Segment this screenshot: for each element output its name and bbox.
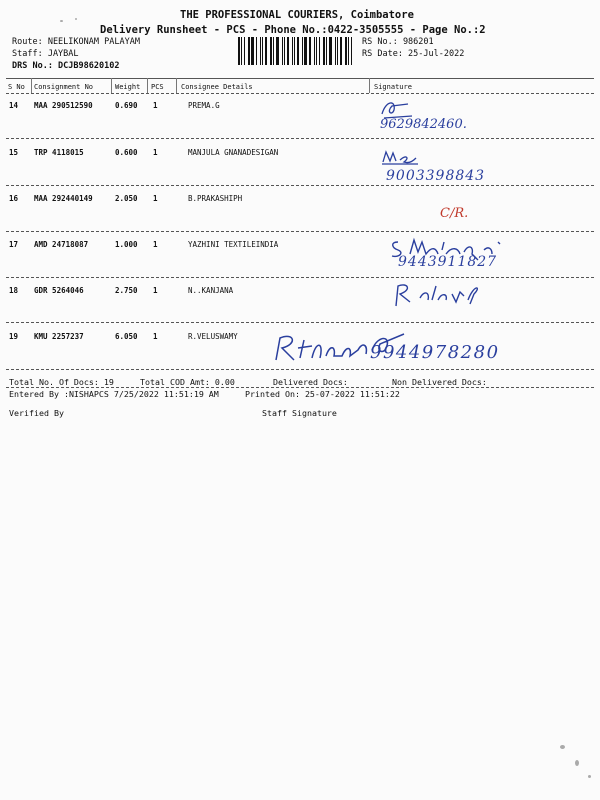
row-pcs: 1 (153, 101, 158, 110)
company-title: THE PROFESSIONAL COURIERS, Coimbatore (180, 9, 414, 21)
row-consignee: YAZHINI TEXTILEINDIA (188, 240, 279, 249)
barcode-bar (335, 37, 336, 65)
barcode-bar (256, 37, 257, 65)
barcode-bar (351, 37, 352, 65)
barcode (238, 37, 356, 65)
row-consignment: AMD 24718087 (34, 240, 89, 249)
drs-number: DRS No.: DCJB98620102 (12, 61, 120, 71)
scan-speck (588, 775, 591, 778)
header-separator (6, 93, 594, 94)
barcode-bar (287, 37, 289, 65)
row-consignee: PREMA.G (188, 101, 220, 110)
row-pcs: 1 (153, 194, 158, 203)
column-header-pcs: PCS (151, 83, 164, 91)
column-header-weight: Weight (115, 83, 141, 91)
staff-label: Staff: JAYBAL (12, 49, 79, 59)
column-divider (147, 78, 148, 93)
footer-separator (6, 387, 594, 388)
row-consignment: GDR 5264046 (34, 286, 84, 295)
row-pcs: 1 (153, 286, 158, 295)
printed-on: Printed On: 25-07-2022 11:51:22 (245, 389, 400, 399)
row-weight: 6.050 (115, 332, 138, 341)
scan-speck (575, 760, 579, 766)
column-divider (176, 78, 177, 93)
row-weight: 0.600 (115, 148, 138, 157)
barcode-bar (323, 37, 325, 65)
row-sno: 18 (9, 286, 19, 295)
handwritten-phone: 9003398843 (386, 168, 486, 184)
barcode-bar (319, 37, 320, 65)
total-docs: Total No. Of Docs: 19 (9, 377, 114, 387)
scan-speck (60, 20, 63, 22)
barcode-bar (284, 37, 285, 65)
row-pcs: 1 (153, 240, 158, 249)
row-sno: 17 (9, 240, 19, 249)
column-divider (111, 78, 112, 93)
scan-speck (560, 745, 565, 749)
row-consignee: B.PRAKASHIPH (188, 194, 243, 203)
barcode-bar (316, 37, 317, 65)
handwritten-phone: 9443911827 (398, 254, 498, 270)
non-delivered-docs: Non Delivered Docs: (392, 377, 487, 387)
barcode-bar (294, 37, 295, 65)
barcode-bar (292, 37, 293, 65)
row-consignment: KMU 2257237 (34, 332, 84, 341)
verified-by-label: Verified By (9, 408, 64, 418)
column-header-consignee: Consignee Details (181, 83, 253, 91)
row-sno: 14 (9, 101, 19, 110)
rs-number: RS No.: 986201 (362, 37, 434, 47)
entered-by: Entered By :NISHAPCS 7/25/2022 11:51:19 AM (9, 389, 219, 399)
row-consignment: TRP 4118015 (34, 148, 84, 157)
column-divider (369, 78, 370, 93)
row-weight: 0.690 (115, 101, 138, 110)
barcode-bar (273, 37, 274, 65)
barcode-bar (340, 37, 342, 65)
barcode-bar (345, 37, 347, 65)
row-separator (6, 277, 594, 278)
signature-scribble (380, 148, 420, 166)
staff-signature-label: Staff Signature (262, 408, 337, 418)
barcode-bar (248, 37, 250, 65)
row-separator (6, 138, 594, 139)
barcode-bar (309, 37, 311, 65)
row-separator (6, 231, 594, 232)
column-divider (31, 78, 32, 93)
signature-scribble (390, 280, 490, 310)
row-weight: 1.000 (115, 240, 138, 249)
barcode-bar (262, 37, 263, 65)
row-sno: 19 (9, 332, 19, 341)
column-header-consignment: Consignment No (34, 83, 94, 91)
route-label: Route: NEELIKONAM PALAYAM (12, 37, 140, 47)
row-consignment: MAA 292440149 (34, 194, 93, 203)
row-weight: 2.050 (115, 194, 138, 203)
barcode-bar (238, 37, 240, 65)
row-pcs: 1 (153, 148, 158, 157)
row-weight: 2.750 (115, 286, 138, 295)
barcode-bar (270, 37, 272, 65)
barcode-bar (329, 37, 332, 65)
barcode-bar (244, 37, 245, 65)
row-pcs: 1 (153, 332, 158, 341)
barcode-bar (302, 37, 303, 65)
barcode-bar (241, 37, 242, 65)
row-sno: 15 (9, 148, 19, 157)
column-header-signature: Signature (374, 83, 412, 91)
barcode-bar (297, 37, 299, 65)
total-cod: Total COD Amt: 0.00 (140, 377, 235, 387)
row-consignment: MAA 290512590 (34, 101, 93, 110)
row-consignee: N..KANJANA (188, 286, 234, 295)
barcode-bar (326, 37, 327, 65)
barcode-bar (282, 37, 283, 65)
barcode-bar (304, 37, 307, 65)
barcode-bar (251, 37, 254, 65)
row-consignee: MANJULA GNANADESIGAN (188, 148, 279, 157)
row-separator (6, 185, 594, 186)
barcode-bar (265, 37, 267, 65)
barcode-bar (276, 37, 279, 65)
handwritten-note: C/R. (440, 206, 469, 221)
handwritten-phone: 9944978280 (370, 342, 500, 363)
barcode-bar (314, 37, 315, 65)
row-sno: 16 (9, 194, 19, 203)
barcode-bar (260, 37, 261, 65)
delivered-docs: Delivered Docs: (273, 377, 348, 387)
handwritten-phone: 9629842460. (380, 117, 467, 132)
table-top-border (6, 78, 594, 79)
runsheet-title: Delivery Runsheet - PCS - Phone No.:0422-3505555 - Page No.:2 (100, 24, 486, 36)
row-consignee: R.VELUSWAMY (188, 332, 238, 341)
barcode-bar (337, 37, 338, 65)
barcode-bar (348, 37, 349, 65)
scan-speck (75, 18, 77, 20)
rs-date: RS Date: 25-Jul-2022 (362, 49, 465, 59)
column-header-sno: S No (8, 83, 25, 91)
